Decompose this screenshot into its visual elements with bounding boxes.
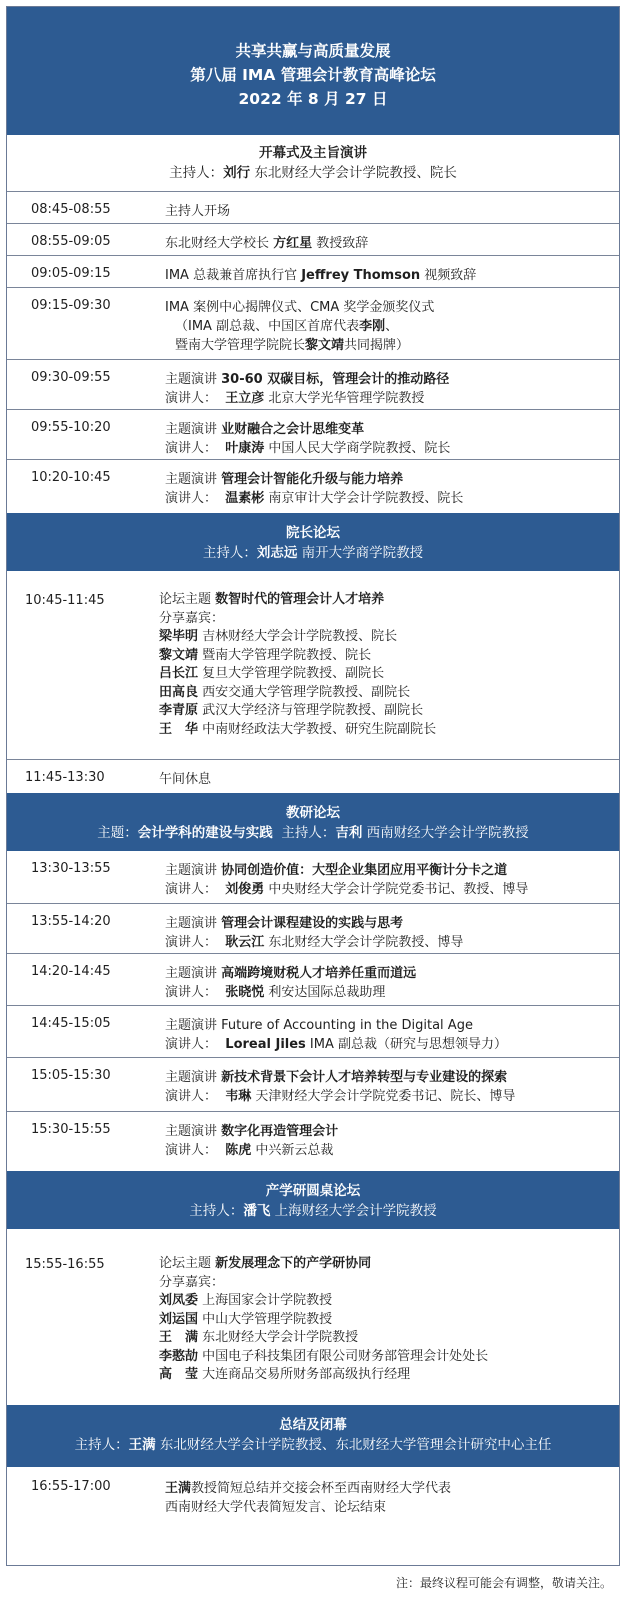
row-time: 09:55-10:20 [31, 420, 111, 435]
section-title: 开幕式及主旨演讲 [259, 145, 367, 161]
guest: 李憨劼 中国电子科技集团有限公司财务部管理会计处处长 [159, 1348, 489, 1364]
section-title: 院长论坛 [286, 525, 340, 541]
guest: 梁毕明 吉林财经大学会计学院教授、院长 [159, 629, 398, 644]
agenda-row [7, 191, 619, 223]
forum-theme: 共享共赢与高质量发展 [235, 42, 391, 60]
row-content: IMA 案例中心揭牌仪式、CMA 奖学金颁奖仪式 （IMA 副总裁、中国区首席代表李刚、 暨南大学管理学院院长黎文靖共同揭牌） [165, 300, 435, 353]
agenda-row [7, 359, 619, 409]
agenda-row [7, 903, 619, 953]
section-host: 主持人：刘行 东北财经大学会计学院教授、院长 [169, 165, 457, 181]
agenda-row [7, 255, 619, 287]
row-content: 主题演讲 协同创造价值：大型企业集团应用平衡计分卡之道 演讲人： 刘俊勇 中央财经大学会计学院党委书记、教授、博导 [165, 863, 529, 897]
guest: 吕长江 复旦大学管理学院教授、副院长 [159, 666, 385, 681]
agenda-row [7, 1229, 619, 1405]
guest: 高 莹 大连商品交易所财务部高级执行经理 [159, 1367, 411, 1382]
row-content: 论坛主题 数智时代的管理会计人才培养 分享嘉宾： 梁毕明 吉林财经大学会计学院教授、院长 黎文靖 暨南大学管理学院教授、院长 吕长江 复旦大学管理学院教授、副院长 田高良 西安交通大学管理学院教授、副院长 李青原 武汉大学经济与管理学院教授、副院长 王 华 中南财经政法大学教授、研究生院副院长 [159, 591, 436, 739]
research-section-header [7, 793, 619, 851]
row-content: 主题演讲 业财融合之会计思维变革 演讲人： 叶康涛 中国人民大学商学院教授、院长 [165, 422, 451, 456]
row-content: 论坛主题 新发展理念下的产学研协同 分享嘉宾： 刘凤委 上海国家会计学院教授 刘运国 中山大学管理学院教授 王 满 东北财经大学会计学院教授 李憨劼 中国电子科技集团有限公司财务部管理会计处处长 高 莹 大连商品交易所财务部高级执行经理 [159, 1255, 488, 1385]
guest: 王 华 中南财经政法大学教授、研究生院副院长 [159, 721, 437, 737]
row-time: 15:30-15:55 [31, 1122, 111, 1137]
agenda-row [7, 287, 619, 359]
section-host: 主持人：刘志远 南开大学商学院教授 [202, 545, 424, 561]
row-time: 15:55-16:55 [25, 1257, 105, 1272]
row-time: 16:55-17:00 [31, 1479, 111, 1494]
forum-date: 2022 年 8 月 27 日 [238, 90, 388, 108]
guest: 黎文靖 暨南大学管理学院教授、院长 [159, 647, 372, 663]
row-time: 11:45-13:30 [25, 770, 105, 785]
row-time: 08:55-09:05 [31, 234, 111, 249]
agenda-row [7, 1111, 619, 1171]
row-content: IMA 总裁兼首席执行官 Jeffrey Thomson 视频致辞 [165, 268, 477, 283]
agenda-row [7, 459, 619, 513]
section-host: 主持人：王满 东北财经大学会计学院教授、东北财经大学管理会计研究中心主任 [74, 1437, 552, 1453]
guest: 田高良 西安交通大学管理学院教授、副院长 [159, 684, 411, 700]
row-time: 10:45-11:45 [25, 593, 105, 608]
section-host: 主题：会计学科的建设与实践 主持人：吉利 西南财经大学会计学院教授 [97, 825, 529, 841]
row-content: 主题演讲 管理会计智能化升级与能力培养 演讲人： 温素彬 南京审计大学会计学院教授、院长 [165, 472, 464, 506]
row-time: 15:05-15:30 [31, 1068, 111, 1083]
row-content: 主题演讲 新技术背景下会计人才培养转型与专业建设的探索 演讲人： 韦琳 天津财经大学会计学院党委书记、院长、博导 [165, 1070, 516, 1104]
row-time: 13:30-13:55 [31, 861, 111, 876]
row-content: 午间休息 [159, 772, 212, 787]
section-title: 产学研圆桌论坛 [265, 1183, 361, 1199]
section-host: 主持人：潘飞 上海财经大学会计学院教授 [189, 1203, 437, 1219]
agenda-row [7, 1467, 619, 1566]
guest: 刘凤委 上海国家会计学院教授 [159, 1293, 333, 1308]
agenda-header [7, 7, 619, 135]
agenda-row [7, 409, 619, 459]
row-content: 东北财经大学校长 方红星 教授致辞 [165, 236, 369, 251]
row-content: 主题演讲 Future of Accounting in the Digital Age 演讲人： Loreal Jiles IMA 副总裁（研究与思想领导力） [165, 1018, 508, 1052]
forum-title: 第八届 IMA 管理会计教育高峰论坛 [190, 66, 436, 84]
agenda-row [7, 223, 619, 255]
row-content: 主题演讲 30-60 双碳目标，管理会计的推动路径 演讲人： 王立彦 北京大学光华管理学院教授 [165, 372, 450, 406]
opening-section-header [7, 135, 619, 191]
agenda-row [7, 851, 619, 903]
agenda-row [7, 1057, 619, 1111]
guest: 王 满 东北财经大学会计学院教授 [159, 1330, 359, 1345]
row-time: 14:45-15:05 [31, 1016, 111, 1031]
row-time: 09:15-09:30 [31, 298, 111, 313]
industry-section-header [7, 1171, 619, 1229]
footnote: 注：最终议程可能会有调整，敬请关注。 [395, 1576, 612, 1590]
row-time: 09:30-09:55 [31, 370, 111, 385]
agenda-table [6, 6, 620, 1566]
row-content: 王满教授简短总结并交接会杯至西南财经大学代表 西南财经大学代表简短发言、论坛结束 [165, 1481, 452, 1515]
row-time: 10:20-10:45 [31, 470, 111, 485]
deans-section-header [7, 513, 619, 571]
agenda-row [7, 571, 619, 759]
row-content: 主题演讲 高端跨境财税人才培养任重而道远 演讲人： 张晓悦 利安达国际总裁助理 [165, 966, 417, 1000]
row-content: 主题演讲 管理会计课程建设的实践与思考 演讲人： 耿云江 东北财经大学会计学院教授、博导 [165, 916, 464, 950]
row-content: 主持人开场 [165, 204, 231, 219]
row-time: 13:55-14:20 [31, 914, 111, 929]
row-time: 09:05-09:15 [31, 266, 111, 281]
agenda-row [7, 759, 619, 793]
row-time: 14:20-14:45 [31, 964, 111, 979]
guest: 李青原 武汉大学经济与管理学院教授、副院长 [159, 703, 424, 718]
guest: 刘运国 中山大学管理学院教授 [159, 1311, 333, 1327]
section-title: 教研论坛 [286, 805, 340, 821]
row-content: 主题演讲 数字化再造管理会计 演讲人： 陈虎 中兴新云总裁 [165, 1124, 339, 1158]
agenda-row [7, 1005, 619, 1057]
section-title: 总结及闭幕 [279, 1417, 347, 1433]
closing-section-header [7, 1405, 619, 1467]
row-time: 08:45-08:55 [31, 202, 111, 217]
agenda-row [7, 953, 619, 1005]
